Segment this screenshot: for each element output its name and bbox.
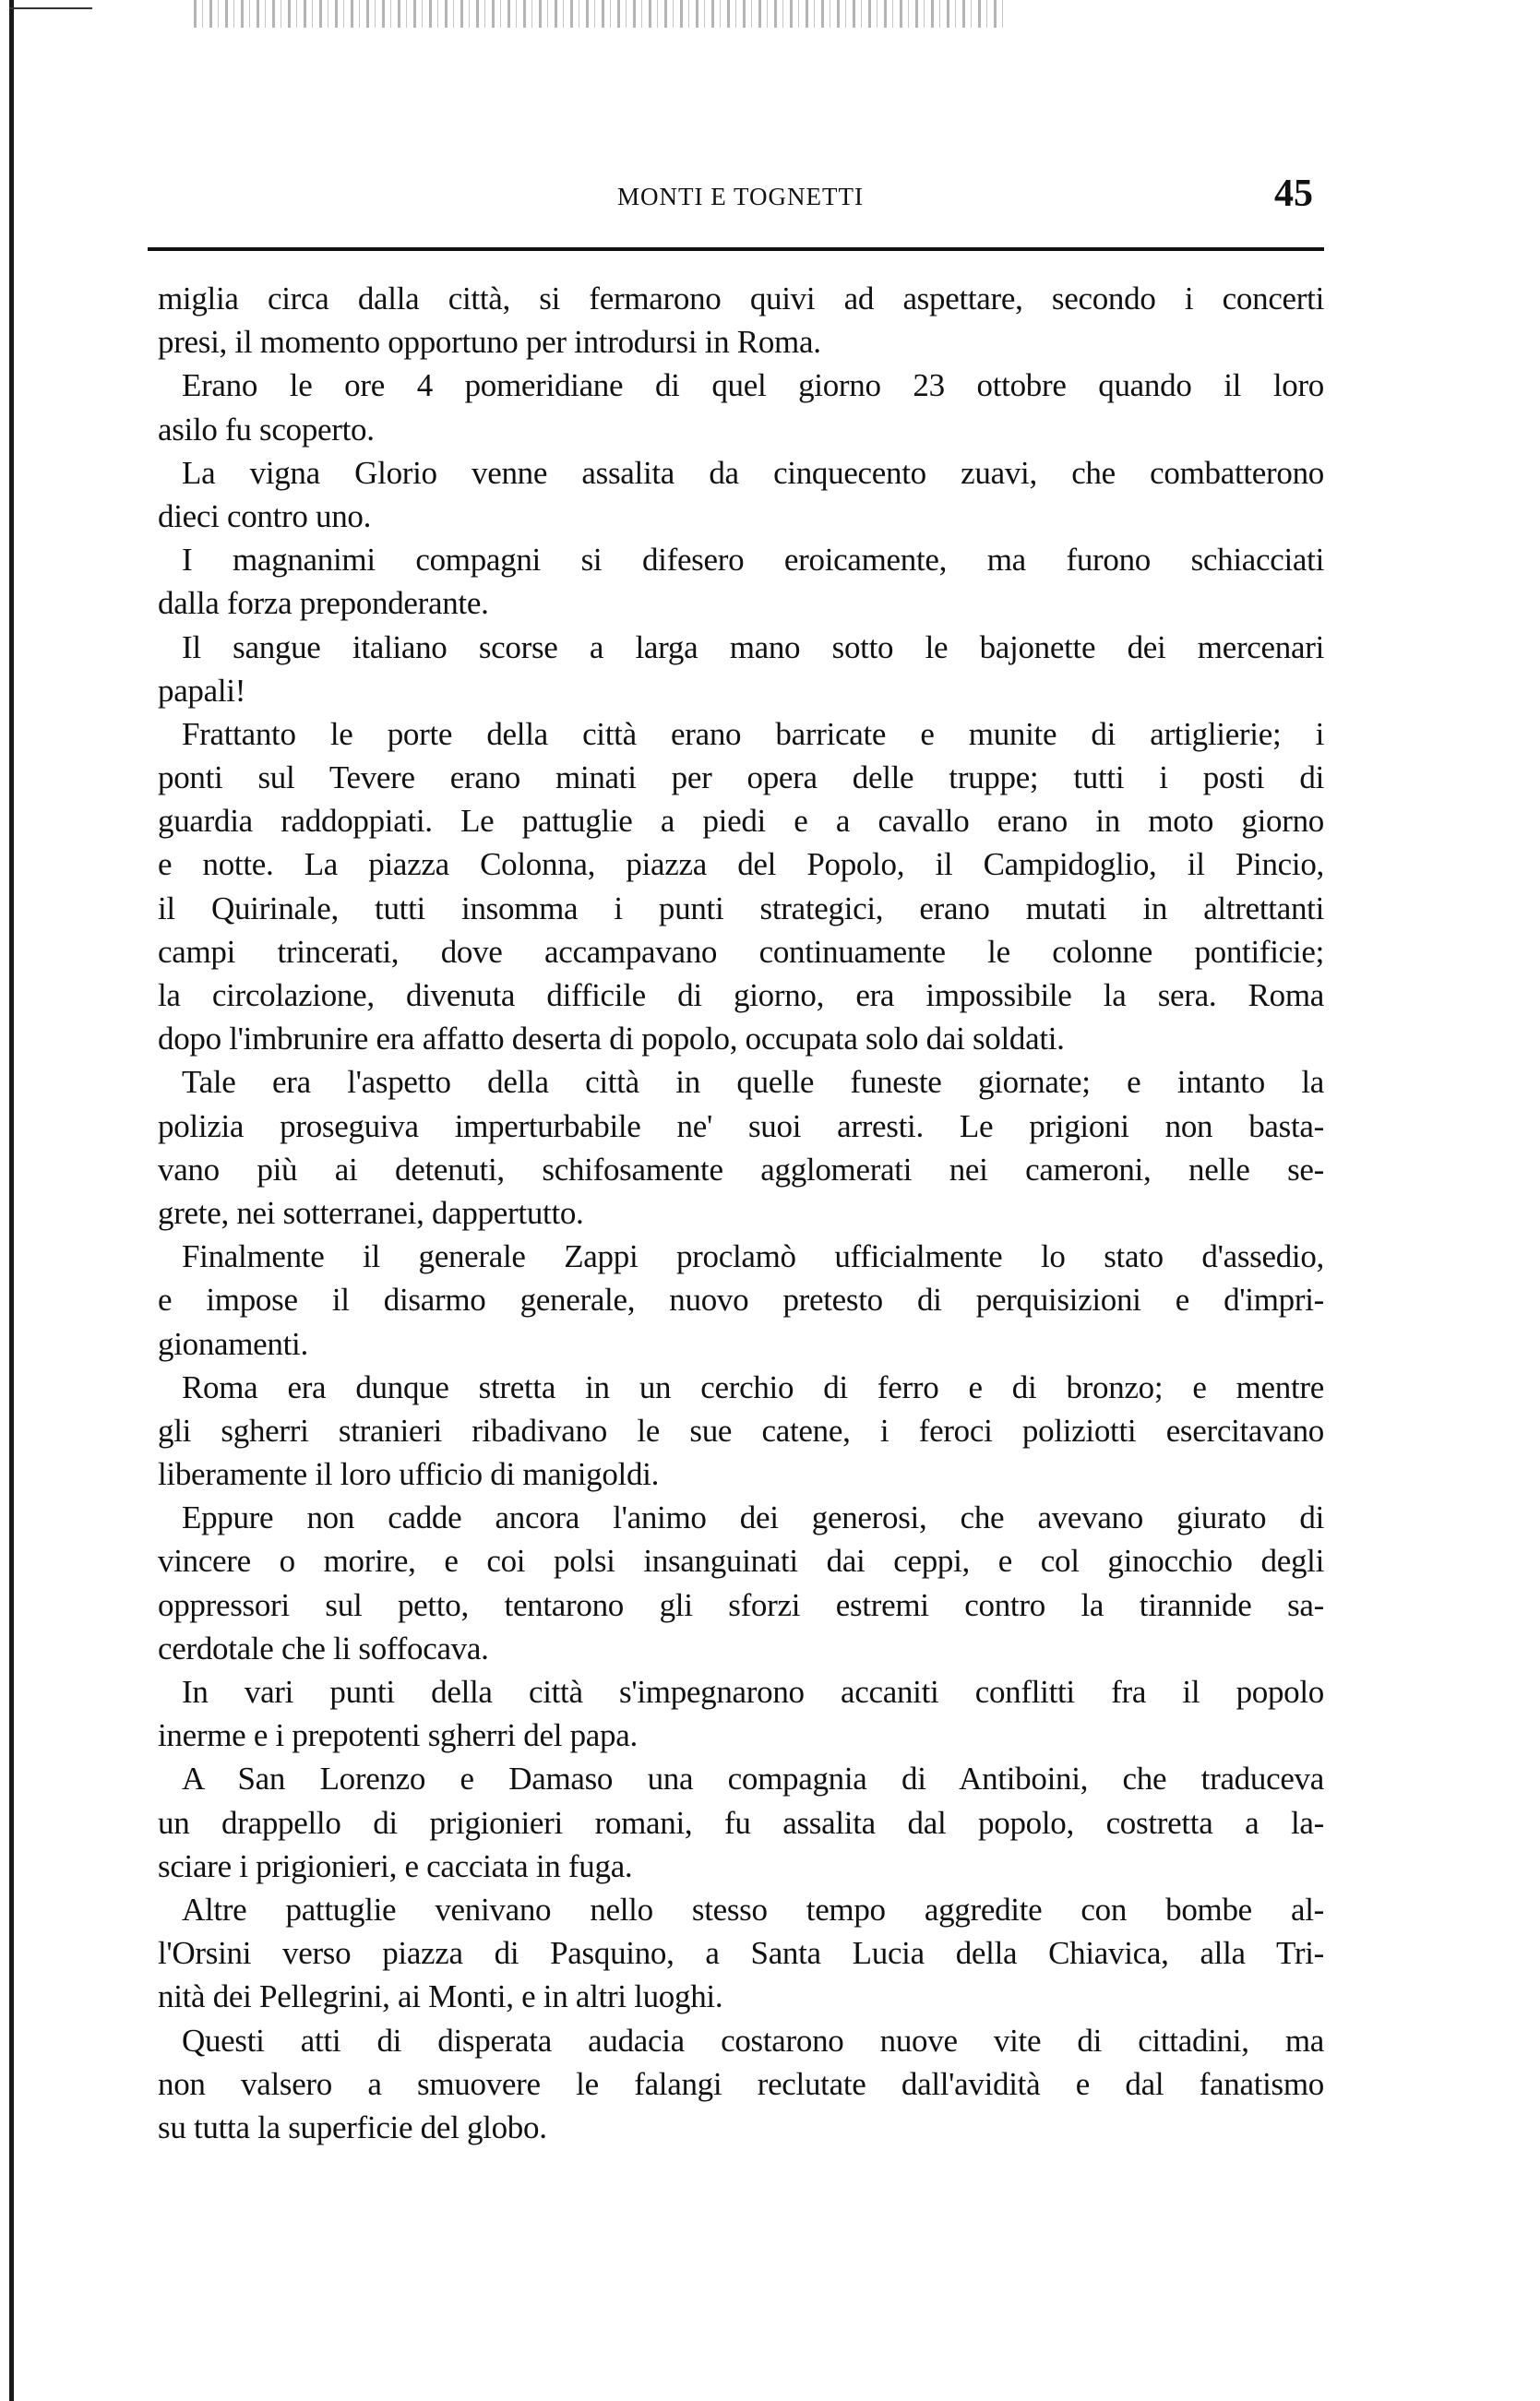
page-number: 45 (1274, 173, 1313, 215)
text-line (158, 1845, 1324, 1888)
text-line-content: inerme e i prepotenti sgherri del papa. (158, 1717, 638, 1754)
text-line-content: Altre pattuglie venivano nello stesso tempo aggredite con bombe al- (182, 1891, 1324, 1928)
text-line (158, 756, 1324, 799)
text-line (158, 1888, 1324, 1931)
text-line (158, 1714, 1324, 1757)
text-line (158, 2019, 1324, 2062)
text-line-content: l'Orsini verso piazza di Pasquino, a Santa Lucia della Chiavica, alla Tri- (158, 1935, 1324, 1972)
text-line (158, 1757, 1324, 1800)
text-line (158, 626, 1324, 669)
text-line-content: Questi atti di disperata audacia costarono nuove vite di cittadini, ma (182, 2022, 1324, 2059)
text-line-content: grete, nei sotterranei, dappertutto. (158, 1194, 584, 1231)
text-line (158, 1670, 1324, 1714)
body-text (158, 277, 1324, 2149)
text-line (158, 669, 1324, 712)
text-line-content: presi, il momento opportuno per introdursi in Roma. (158, 324, 821, 361)
text-line-content: e impose il disarmo generale, nuovo pretesto di perquisizioni e d'impri- (158, 1282, 1324, 1319)
text-line (158, 887, 1324, 930)
scan-edge-line (9, 7, 92, 9)
page-header (157, 173, 1324, 215)
text-line (158, 451, 1324, 495)
text-line-content: liberamente il loro ufficio di manigoldi. (158, 1456, 660, 1493)
text-line-content: dieci contro uno. (158, 497, 372, 534)
text-line (158, 1322, 1324, 1366)
text-line-content: oppressori sul petto, tentarono gli sforzi estremi contro la tirannide sa- (158, 1586, 1324, 1623)
text-line-content: un drappello di prigionieri romani, fu assalita dal popolo, costretta a la- (158, 1804, 1324, 1841)
text-line-content: In vari punti della città s'impegnarono accaniti conflitti fra il popolo (182, 1674, 1324, 1710)
text-line (158, 712, 1324, 756)
text-line-content: dalla forza preponderante. (158, 585, 489, 622)
text-line-content: La vigna Glorio venne assalita da cinquecento zuavi, che combatterono (182, 454, 1324, 491)
text-line (158, 842, 1324, 886)
text-line (158, 320, 1324, 364)
text-line (158, 1975, 1324, 2018)
text-line-content: gli sgherri stranieri ribadivano le sue catene, i feroci poliziotti esercitavano (158, 1412, 1324, 1449)
text-line-content: vano più ai detenuti, schifosamente agglomerati nei cameroni, nelle se- (158, 1151, 1324, 1188)
text-line-content: su tutta la superficie del globo. (158, 2108, 547, 2145)
text-line (158, 1801, 1324, 1845)
running-title: MONTI E TOGNETTI (617, 183, 864, 210)
text-line-content: Roma era dunque stretta in un cerchio di ferro e di bronzo; e mentre (182, 1368, 1324, 1405)
text-line (158, 495, 1324, 538)
text-line (158, 1148, 1324, 1191)
text-line-content: papali! (158, 672, 246, 709)
text-line (158, 1931, 1324, 1975)
header-rule (148, 247, 1324, 251)
text-line (158, 408, 1324, 451)
text-line (158, 1105, 1324, 1148)
text-line-content: non valsero a smuovere le falangi reclutate dall'avidità e dal fanatismo (158, 2065, 1324, 2102)
text-line-content: e notte. La piazza Colonna, piazza del Popolo, il Campidoglio, il Pincio, (158, 846, 1324, 883)
text-line (158, 2062, 1324, 2106)
text-line-content: Erano le ore 4 pomeridiane di quel giorno 23 ottobre quando il loro (182, 367, 1324, 404)
text-line-content: asilo fu scoperto. (158, 411, 375, 448)
text-line-content: Finalmente il generale Zappi proclamò ufficialmente lo stato d'assedio, (182, 1238, 1324, 1275)
text-line (158, 581, 1324, 625)
text-line-content: A San Lorenzo e Damaso una compagnia di Antiboini, che traduceva (182, 1761, 1324, 1798)
text-line-content: miglia circa dalla città, si fermarono quivi ad aspettare, secondo i concerti (158, 281, 1324, 317)
text-line-content: guardia raddoppiati. Le pattuglie a piedi e a cavallo erano in moto giorno (158, 803, 1324, 840)
text-line (158, 1017, 1324, 1060)
text-line-content: Tale era l'aspetto della città in quelle funeste giornate; e intanto la (182, 1064, 1324, 1101)
text-line-content: ponti sul Tevere erano minati per opera delle truppe; tutti i posti di (158, 759, 1324, 796)
text-line (158, 1627, 1324, 1670)
text-line (158, 1191, 1324, 1235)
text-line (158, 930, 1324, 974)
text-line-content: nità dei Pellegrini, ai Monti, e in altri luoghi. (158, 1978, 723, 2015)
text-line (158, 1278, 1324, 1321)
text-line (158, 1539, 1324, 1583)
text-line-content: la circolazione, divenuta difficile di giorno, era impossibile la sera. Roma (158, 977, 1324, 1013)
text-line (158, 1496, 1324, 1539)
scan-noise (194, 0, 1006, 28)
text-line-content: Eppure non cadde ancora l'animo dei generosi, che avevano giurato di (182, 1499, 1324, 1536)
text-line (158, 1452, 1324, 1496)
text-line-content: gionamenti. (158, 1325, 308, 1362)
text-line-content: polizia proseguiva imperturbabile ne' suoi arresti. Le prigioni non basta- (158, 1107, 1324, 1144)
text-line-content: I magnanimi compagni si difesero eroicamente, ma furono schiacciati (182, 542, 1324, 579)
text-line-content: vincere o morire, e coi polsi insanguinati dai ceppi, e col ginocchio degli (158, 1543, 1324, 1580)
text-line-content: il Quirinale, tutti insomma i punti strategici, erano mutati in altrettanti (158, 890, 1324, 926)
text-line (158, 1060, 1324, 1104)
page-edge-bar (9, 0, 14, 2401)
text-line-content: dopo l'imbrunire era affatto deserta di popolo, occupata solo dai soldati. (158, 1021, 1065, 1057)
text-line (158, 974, 1324, 1017)
text-line (158, 799, 1324, 842)
text-line-content: sciare i prigionieri, e cacciata in fuga. (158, 1847, 633, 1884)
text-line (158, 277, 1324, 320)
text-line (158, 1235, 1324, 1278)
text-line (158, 538, 1324, 581)
text-line-content: campi trincerati, dove accampavano continuamente le colonne pontificie; (158, 933, 1324, 970)
text-line (158, 1366, 1324, 1409)
text-line-content: cerdotale che li soffocava. (158, 1630, 489, 1666)
text-line (158, 1583, 1324, 1627)
text-line (158, 1409, 1324, 1452)
text-line (158, 364, 1324, 407)
text-line-content: Frattanto le porte della città erano barricate e munite di artiglierie; i (182, 715, 1324, 752)
text-line (158, 2106, 1324, 2149)
text-line-content: Il sangue italiano scorse a larga mano sotto le bajonette dei mercenari (182, 628, 1324, 665)
